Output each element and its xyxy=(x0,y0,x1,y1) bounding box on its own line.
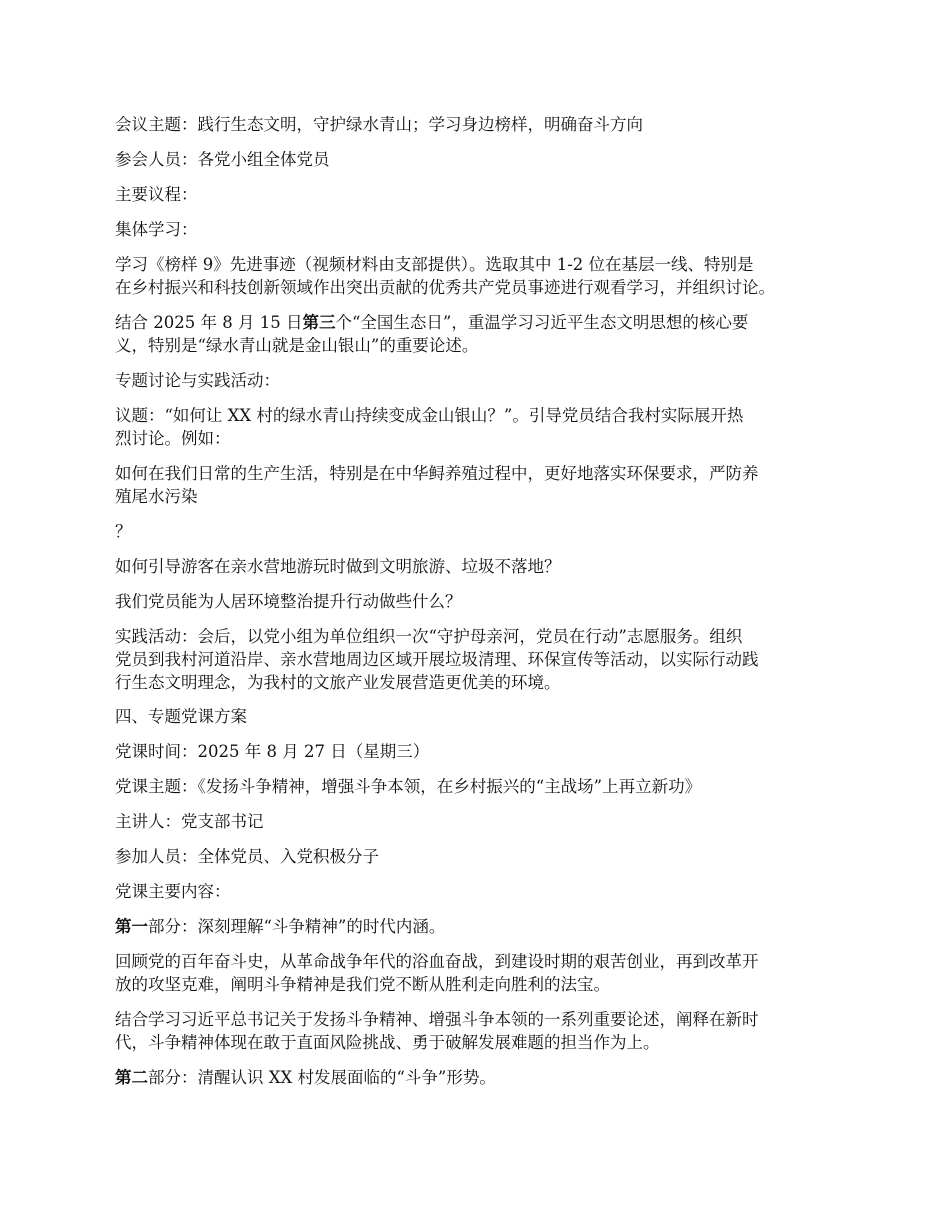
question-mark-line: ？ xyxy=(115,522,132,541)
lecture-participants: 参加人员：全体党员、入党积极分子 xyxy=(115,847,379,866)
lecturer: 主讲人：党支部书记 xyxy=(115,812,264,831)
struggle-spirit-paragraph: 结合学习习近平总书记关于发扬斗争精神、增强斗争本领的一系列重要论述，阐释在新时 代，斗争精神体现在敢于直面风险挑战、勇于破解发展难题的担当作为上。 xyxy=(115,1010,759,1052)
lecture-content-heading: 党课主要内容： xyxy=(115,882,231,901)
part-two-heading: 第二部分：清醒认识 XX 村发展面临的“斗争”形势。 xyxy=(115,1068,496,1087)
discussion-question-3: 我们党员能为人居环境整治提升行动做些什么？ xyxy=(115,592,462,611)
lecture-theme: 党课主题：《发扬斗争精神，增强斗争本领，在乡村振兴的“主战场”上再立新功》 xyxy=(115,777,702,796)
ecology-day-paragraph: 结合 2025 年 8 月 15 日第三个“全国生态日”，重温学习习近平生态文明思想的核心要 义，特别是“绿水青山就是金山银山”的重要论述。 xyxy=(115,313,749,355)
study-role-models-paragraph: 学习《榜样 9》先进事迹（视频材料由支部提供）。选取其中 1-2 位在基层一线、特别是 在乡村振兴和科技创新领域作出突出贡献的优秀共产党员事迹进行观看学习，并组织讨论。 xyxy=(115,255,775,297)
discussion-question-1: 如何在我们日常的生产生活，特别是在中华鲟养殖过程中，更好地落实环保要求，严防养 殖尾水污染 xyxy=(115,464,759,506)
section-four-heading: 四、专题党课方案 xyxy=(115,707,247,726)
lecture-time: 党课时间：2025 年 8 月 27 日（星期三） xyxy=(115,742,430,761)
part-one-heading: 第一部分：深刻理解“斗争精神”的时代内涵。 xyxy=(115,917,446,936)
group-study-heading: 集体学习： xyxy=(115,220,198,239)
discussion-topic: 议题：“如何让 XX 村的绿水青山持续变成金山银山？”。引导党员结合我村实际展开热 烈讨论。例如： xyxy=(115,406,744,448)
attendees: 参会人员：各党小组全体党员 xyxy=(115,150,330,169)
discussion-heading: 专题讨论与实践活动： xyxy=(115,371,280,390)
practice-activity-paragraph: 实践活动：会后，以党小组为单位组织一次“守护母亲河，党员在行动”志愿服务。组织 党员到我村河道沿岸、亲水营地周边区域开展垃圾清理、环保宣传等活动，以实际行动践 行生态文明理念，为我村的文旅产业发展营造更优美的环境。 xyxy=(115,627,759,692)
agenda-heading: 主要议程： xyxy=(115,185,198,204)
history-review-paragraph: 回顾党的百年奋斗史，从革命战争年代的浴血奋战，到建设时期的艰苦创业，再到改革开 放的攻坚克难，阐明斗争精神是我们党不断从胜利走向胜利的法宝。 xyxy=(115,952,759,994)
meeting-theme: 会议主题：践行生态文明，守护绿水青山；学习身边榜样，明确奋斗方向 xyxy=(115,115,643,134)
discussion-question-2: 如何引导游客在亲水营地游玩时做到文明旅游、垃圾不落地？ xyxy=(115,557,561,576)
